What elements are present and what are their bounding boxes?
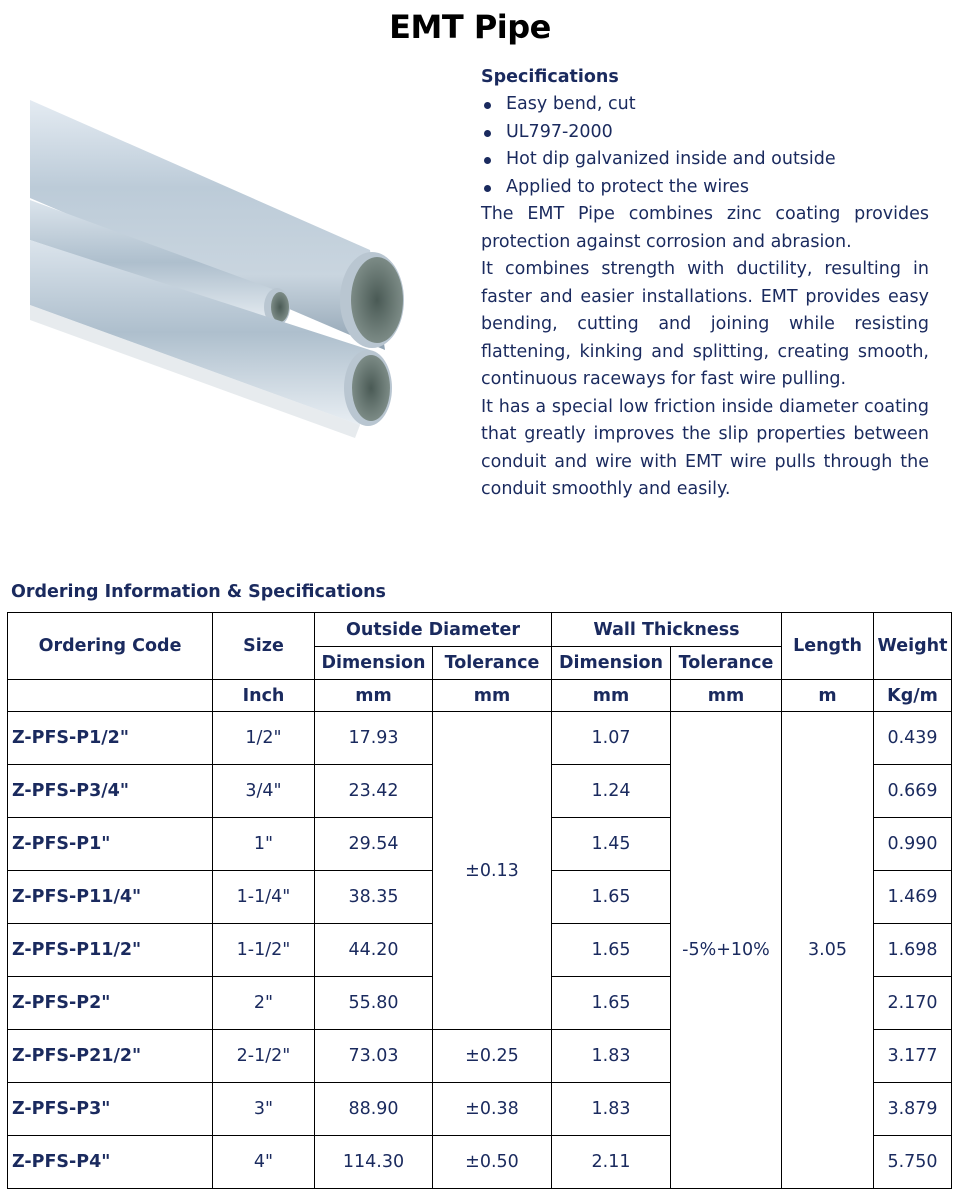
header-weight: Weight [874,613,952,680]
wt-dimension-cell: 1.24 [552,765,671,818]
wt-tolerance-cell-shared: -5%+10% [671,712,782,1189]
od-dimension-cell: 38.35 [315,871,433,924]
unit-wt-dimension: mm [552,680,671,712]
od-dimension-cell: 88.90 [315,1083,433,1136]
ordering-code-cell: Z-PFS-P1/2" [8,712,213,765]
wt-dimension-cell: 1.65 [552,924,671,977]
wt-dimension-cell: 1.65 [552,977,671,1030]
ordering-code-cell: Z-PFS-P3/4" [8,765,213,818]
unit-od-tolerance: mm [433,680,552,712]
unit-length: m [782,680,874,712]
length-cell-shared: 3.05 [782,712,874,1189]
size-cell: 1" [213,818,315,871]
size-cell: 3" [213,1083,315,1136]
ordering-code-cell: Z-PFS-P21/2" [8,1030,213,1083]
header-od-tolerance: Tolerance [433,647,552,680]
weight-cell: 2.170 [874,977,952,1030]
unit-size: Inch [213,680,315,712]
od-tolerance-cell-shared: ±0.13 [433,712,552,1030]
description-paragraph: It has a special low friction inside diameter coating that greatly improves the slip properties between conduit and wire with EMT wire pulls through the conduit smoothly and easily. [481,396,929,499]
unit-weight: Kg/m [874,680,952,712]
bullet-icon [484,102,491,109]
spec-bullet: UL797-2000 [481,119,929,147]
large-pipe-opening [351,257,403,343]
pipe-product-image [30,100,415,480]
medium-pipe-opening [352,355,390,421]
header-ordering-code-unit [8,680,213,712]
header-length: Length [782,613,874,680]
table-row [8,712,952,765]
od-tolerance-cell: ±0.50 [433,1136,552,1189]
ordering-code-cell: Z-PFS-P3" [8,1083,213,1136]
size-cell: 3/4" [213,765,315,818]
wt-dimension-cell: 2.11 [552,1136,671,1189]
description-paragraph: The EMT Pipe combines zinc coating provides protection against corrosion and abrasion. [481,204,929,252]
ordering-code-cell: Z-PFS-P4" [8,1136,213,1189]
wt-dimension-cell: 1.83 [552,1083,671,1136]
header-ordering-code: Ordering Code [8,613,213,680]
page-title: EMT Pipe [389,8,551,46]
od-dimension-cell: 29.54 [315,818,433,871]
weight-cell: 0.990 [874,818,952,871]
bullet-icon [484,157,491,164]
spec-bullet: Hot dip galvanized inside and outside [481,146,929,174]
spec-bullet: Applied to protect the wires [481,174,929,202]
specifications-panel [481,64,929,504]
description-paragraph: It combines strength with ductility, resulting in faster and easier installations. EMT provides easy bending, cutting and joining while resisting flattening, kinking and splitting, creating smooth, continuous raceways for fast wire pulling. [481,259,929,389]
unit-wt-tolerance: mm [671,680,782,712]
size-cell: 1/2" [213,712,315,765]
weight-cell: 5.750 [874,1136,952,1189]
od-dimension-cell: 17.93 [315,712,433,765]
header-outside-diameter: Outside Diameter [315,613,552,647]
weight-cell: 1.469 [874,871,952,924]
bullet-icon [484,185,491,192]
ordering-code-cell: Z-PFS-P2" [8,977,213,1030]
od-dimension-cell: 55.80 [315,977,433,1030]
ordering-section-title: Ordering Information & Specifications [11,582,386,602]
od-dimension-cell: 44.20 [315,924,433,977]
spec-bullet: Easy bend, cut [481,91,929,119]
header-wt-dimension: Dimension [552,647,671,680]
weight-cell: 1.698 [874,924,952,977]
od-dimension-cell: 23.42 [315,765,433,818]
header-wt-tolerance: Tolerance [671,647,782,680]
weight-cell: 3.879 [874,1083,952,1136]
wt-dimension-cell: 1.45 [552,818,671,871]
wt-dimension-cell: 1.65 [552,871,671,924]
od-dimension-cell: 73.03 [315,1030,433,1083]
od-tolerance-cell: ±0.25 [433,1030,552,1083]
weight-cell: 3.177 [874,1030,952,1083]
ordering-code-cell: Z-PFS-P11/4" [8,871,213,924]
header-wall-thickness: Wall Thickness [552,613,782,647]
size-cell: 4" [213,1136,315,1189]
header-od-dimension: Dimension [315,647,433,680]
unit-od-dimension: mm [315,680,433,712]
specifications-bullet-list [481,91,929,201]
size-cell: 2-1/2" [213,1030,315,1083]
od-dimension-cell: 114.30 [315,1136,433,1189]
ordering-code-cell: Z-PFS-P1" [8,818,213,871]
wt-dimension-cell: 1.07 [552,712,671,765]
size-cell: 1-1/2" [213,924,315,977]
ordering-spec-table [7,612,952,1189]
header-size: Size [213,613,315,680]
small-pipe-opening [271,292,289,322]
ordering-code-cell: Z-PFS-P11/2" [8,924,213,977]
bullet-icon [484,130,491,137]
weight-cell: 0.669 [874,765,952,818]
wt-dimension-cell: 1.83 [552,1030,671,1083]
size-cell: 1-1/4" [213,871,315,924]
size-cell: 2" [213,977,315,1030]
od-tolerance-cell: ±0.38 [433,1083,552,1136]
weight-cell: 0.439 [874,712,952,765]
specifications-heading: Specifications [481,67,619,87]
